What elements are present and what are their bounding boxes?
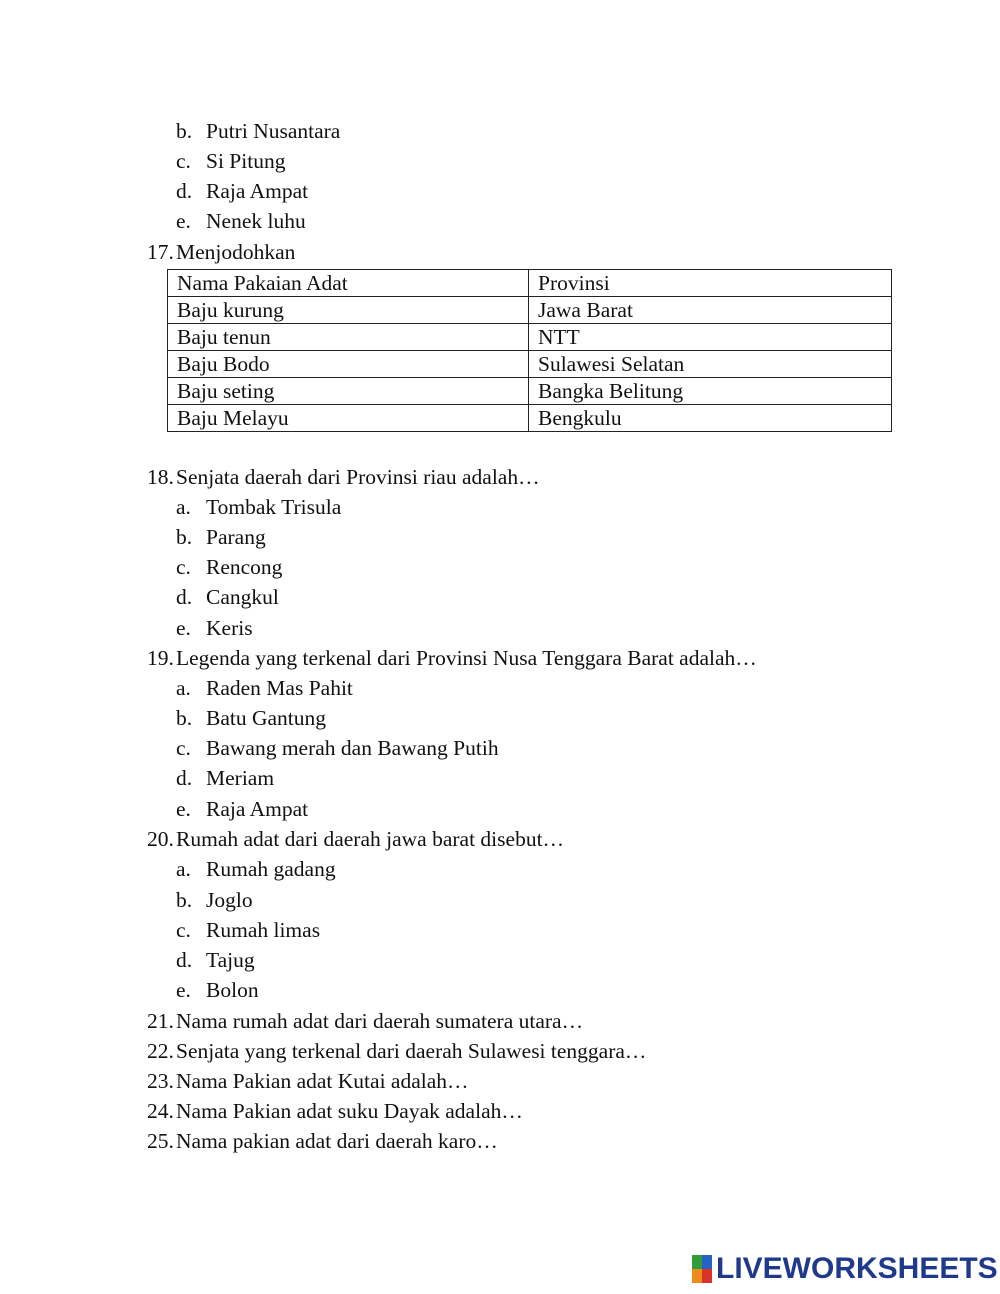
worksheet-page: b. Putri Nusantara c. Si Pitung d. Raja Ampat e. Nenek luhu 17. Menjodohkan Nama Pakaian Adat Provinsi Baju kurung Jawa Barat Baju tenun NTT Baju Bodo Sulawesi Selatan Baju seting Bangka Belitung Baju Melayu Bengkulu 18. Senjata daerah dari Provinsi riau adalah… a. Tombak Trisula b. Parang c. Rencong d. Cangkul e. Keris 19. Legenda yang terkenal dari Provinsi Nusa Tenggara Barat adalah… a. Raden Mas Pahit b. Batu Gantung c. Bawang merah dan Bawang Putih d. Meriam e. Raja Ampat 20. Rumah adat dari daerah jawa barat disebut… a. Rumah gadang b. Joglo c. Rumah limas d. Tajug e. Bolon 21. Nama rumah adat dari daerah sumatera utara… 22. Senjata yang terkenal dari daerah Sulawesi tenggara… 23. Nama Pakian adat Kutai adalah… 24. Nama Pakian adat suku Dayak adalah… 25. Nama pakian adat dari daerah karo… LIVEWORKSHEETS	[147, 119, 998, 1285]
question-text: Nama Pakian adat suku Dayak adalah…	[176, 1099, 523, 1123]
table-header-cell: Nama Pakaian Adat	[168, 270, 529, 297]
question-text: Nama rumah adat dari daerah sumatera utara…	[176, 1009, 584, 1033]
question-text: Menjodohkan	[176, 240, 296, 264]
question-number: 18.	[147, 465, 174, 489]
table-row	[168, 378, 892, 405]
question-text: Senjata yang terkenal dari daerah Sulawesi tenggara…	[176, 1039, 647, 1063]
matching-table	[167, 269, 892, 432]
question-number: 23.	[147, 1069, 174, 1093]
table-cell[interactable]: Bangka Belitung	[529, 378, 892, 405]
question-number: 21.	[147, 1009, 174, 1033]
table-cell[interactable]: Bengkulu	[529, 405, 892, 432]
question-number: 24.	[147, 1099, 174, 1123]
question-text: Nama pakian adat dari daerah karo…	[176, 1129, 498, 1153]
question-number: 19.	[147, 646, 174, 670]
table-row	[168, 351, 892, 378]
question-text: Senjata daerah dari Provinsi riau adalah…	[176, 465, 540, 489]
table-cell[interactable]: Sulawesi Selatan	[529, 351, 892, 378]
logo-text: LIVEWORKSHEETS	[716, 1252, 998, 1285]
liveworksheets-logo-icon	[692, 1255, 712, 1283]
table-cell[interactable]: NTT	[529, 324, 892, 351]
question-text: Legenda yang terkenal dari Provinsi Nusa Tenggara Barat adalah…	[176, 646, 757, 670]
table-header-row	[168, 270, 892, 297]
table-cell[interactable]: Baju Melayu	[168, 405, 529, 432]
question-text: Nama Pakian adat Kutai adalah…	[176, 1069, 469, 1093]
question-number: 17.	[147, 240, 174, 264]
question-number: 22.	[147, 1039, 174, 1063]
table-cell[interactable]: Baju seting	[168, 378, 529, 405]
question-number: 20.	[147, 827, 174, 851]
table-row	[168, 405, 892, 432]
question-text: Rumah adat dari daerah jawa barat disebut…	[176, 827, 565, 851]
table-cell[interactable]: Baju Bodo	[168, 351, 529, 378]
question-number: 25.	[147, 1129, 174, 1153]
table-header-cell: Provinsi	[529, 270, 892, 297]
table-cell[interactable]: Baju tenun	[168, 324, 529, 351]
liveworksheets-logo[interactable]	[692, 1252, 998, 1286]
table-row	[168, 297, 892, 324]
table-cell[interactable]: Baju kurung	[168, 297, 529, 324]
table-cell[interactable]: Jawa Barat	[529, 297, 892, 324]
table-row	[168, 324, 892, 351]
